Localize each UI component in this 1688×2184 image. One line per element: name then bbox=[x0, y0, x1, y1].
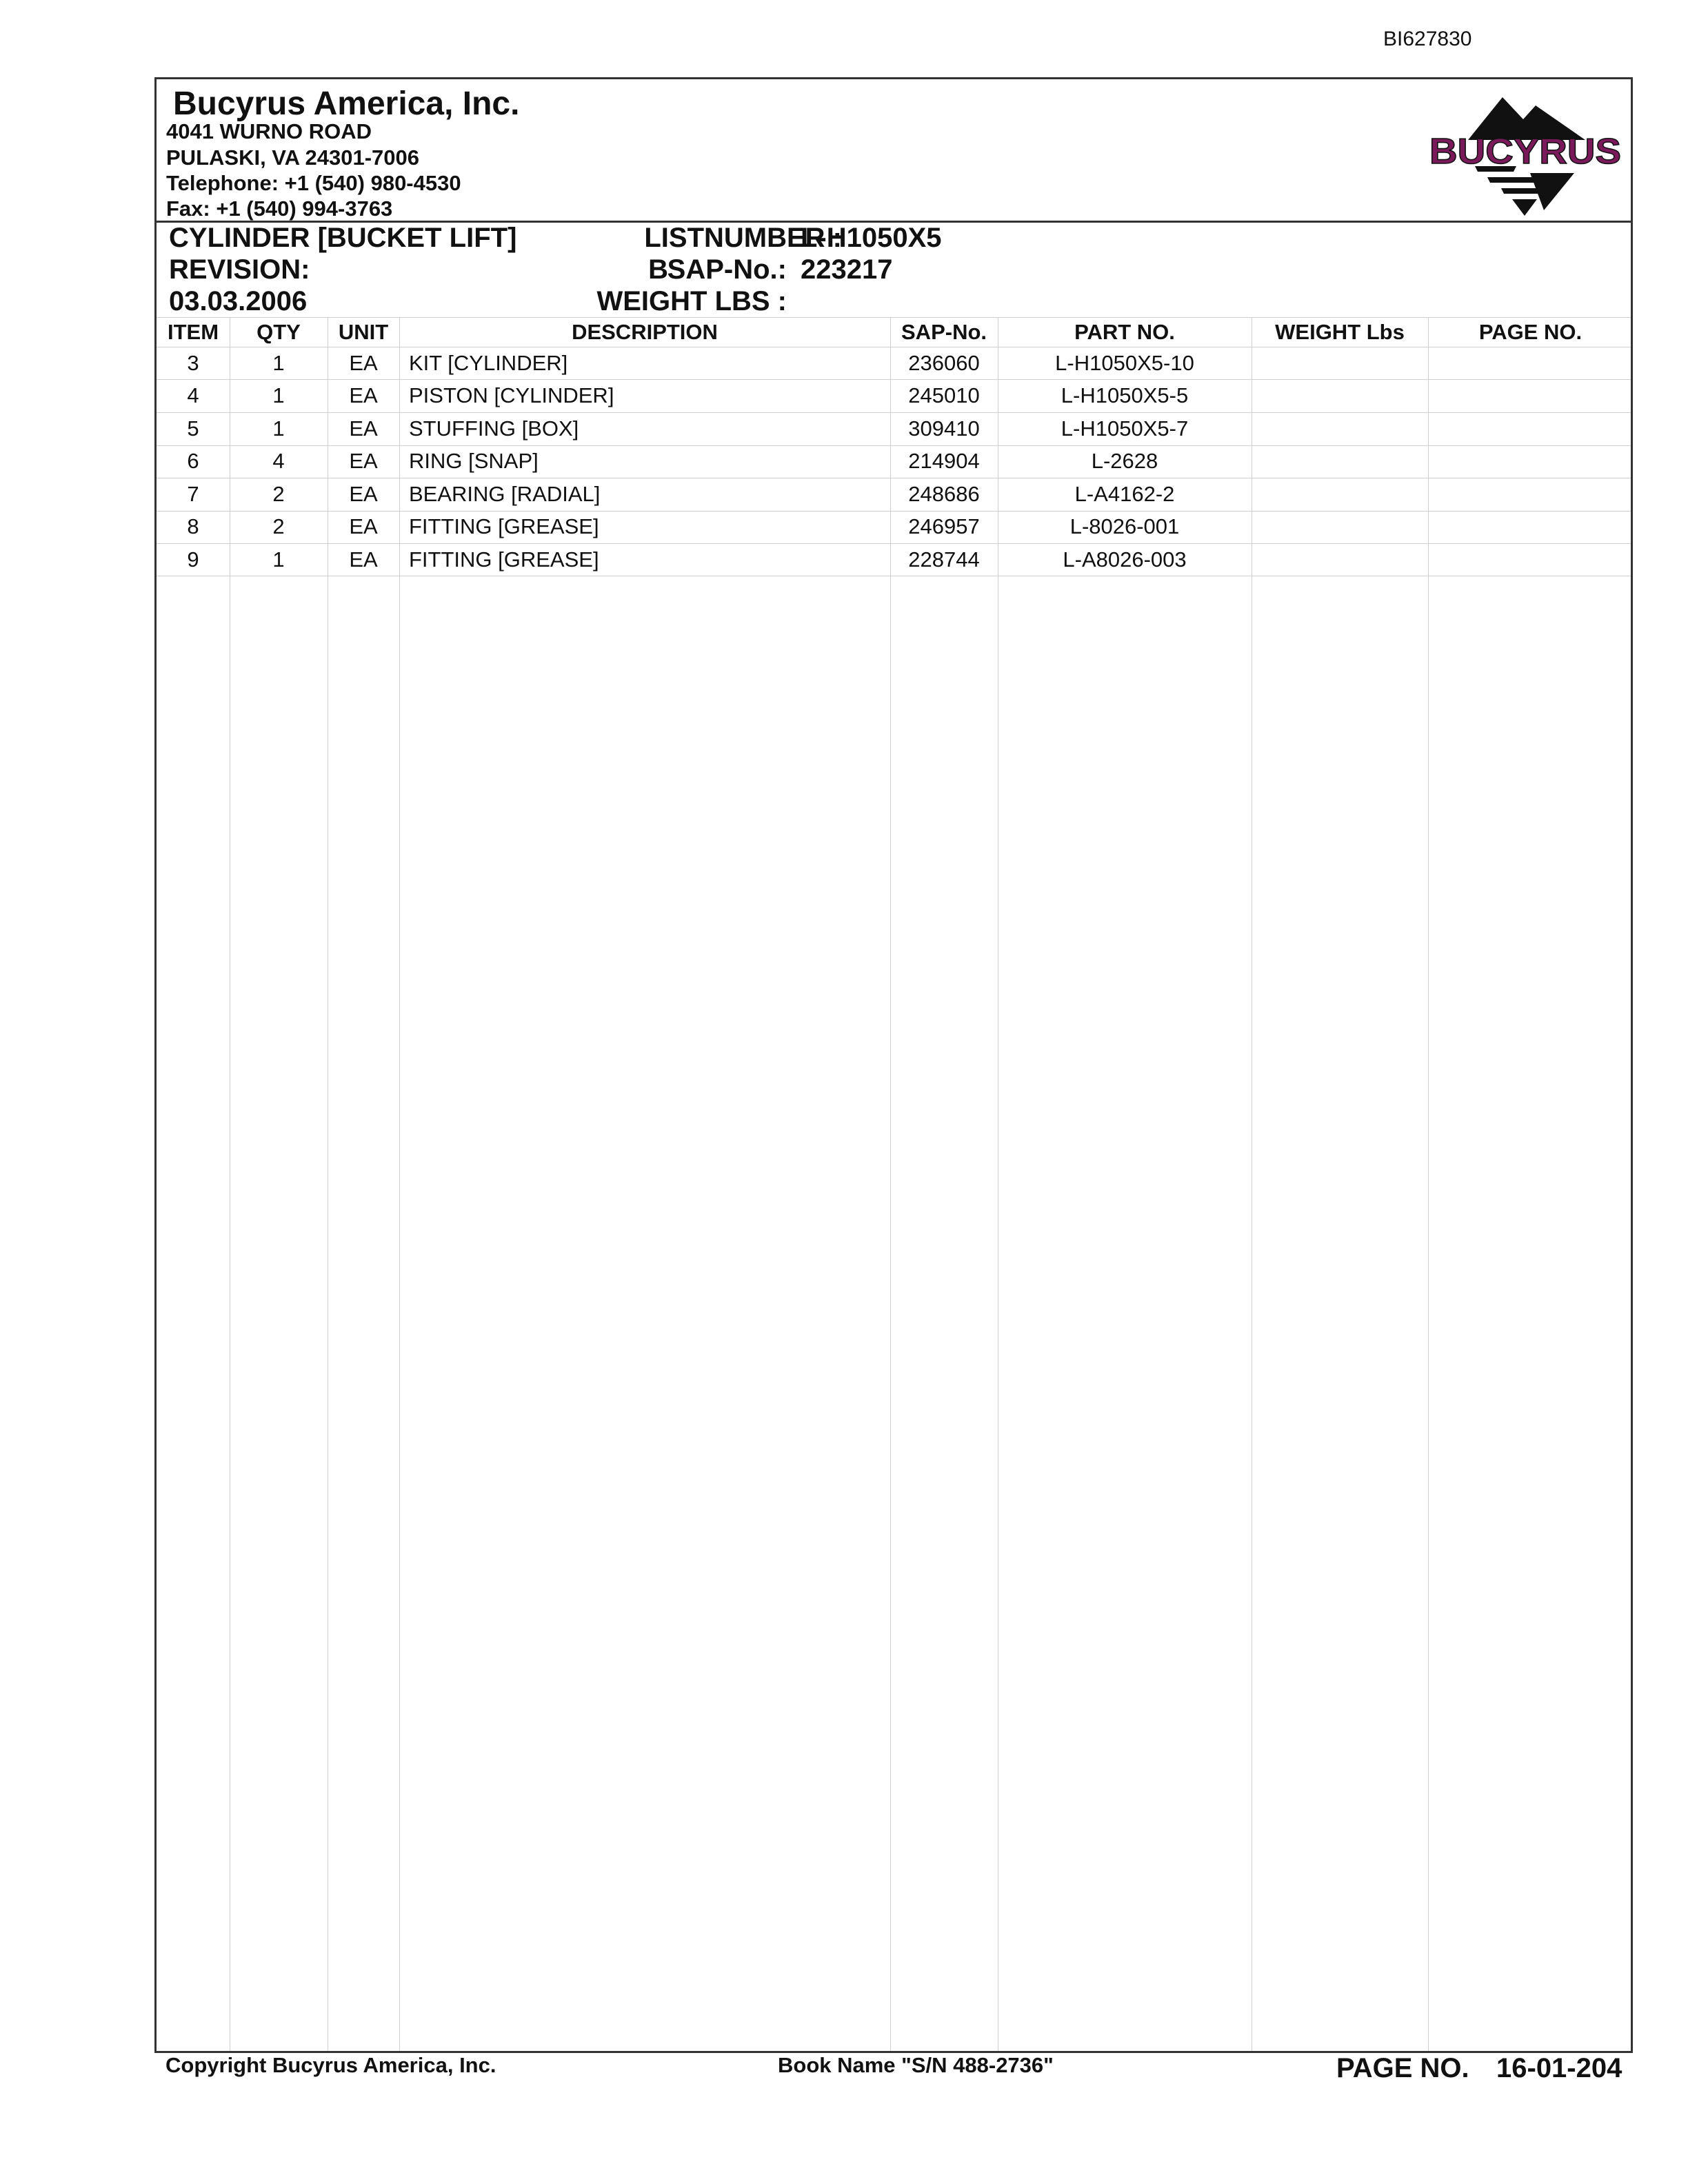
copyright-notice: Copyright Bucyrus America, Inc. bbox=[165, 2053, 496, 2077]
listnumber-label: LISTNUMBER : bbox=[644, 223, 842, 253]
row-rule bbox=[157, 543, 1631, 544]
listnumber-value: L-H1050X5 bbox=[801, 223, 942, 253]
column-header-item: ITEM bbox=[167, 320, 219, 344]
cell-part-no: L-8026-001 bbox=[1069, 514, 1180, 538]
company-telephone: Telephone: +1 (540) 980-4530 bbox=[166, 171, 461, 195]
cell-qty: 4 bbox=[272, 449, 285, 473]
cell-part-no: L-A4162-2 bbox=[1074, 482, 1175, 506]
cell-sap-no: 228744 bbox=[908, 547, 980, 572]
cell-part-no: L-2628 bbox=[1091, 449, 1158, 473]
cell-description: FITTING [GREASE] bbox=[409, 547, 599, 572]
column-divider bbox=[1428, 317, 1429, 2051]
column-header-weight: WEIGHT Lbs bbox=[1275, 320, 1405, 344]
cell-part-no: L-A8026-003 bbox=[1063, 547, 1187, 572]
revision-value: B bbox=[648, 254, 668, 285]
cell-sap-no: 245010 bbox=[908, 383, 980, 407]
column-divider bbox=[890, 317, 891, 2051]
company-address-line2: PULASKI, VA 24301-7006 bbox=[166, 145, 420, 170]
cell-item: 9 bbox=[187, 547, 199, 572]
cell-qty: 2 bbox=[272, 514, 285, 538]
cell-qty: 1 bbox=[272, 383, 285, 407]
parts-list-sheet bbox=[154, 77, 1633, 2053]
cell-sap-no: 246957 bbox=[908, 514, 980, 538]
cell-item: 6 bbox=[187, 449, 199, 473]
column-header-unit: UNIT bbox=[338, 320, 389, 344]
list-date: 03.03.2006 bbox=[169, 286, 308, 316]
column-header-part-no: PART NO. bbox=[1074, 320, 1175, 344]
page-number-label: PAGE NO. bbox=[1336, 2053, 1469, 2083]
sap-label: SAP-No.: bbox=[667, 254, 787, 285]
cell-qty: 1 bbox=[272, 351, 285, 375]
column-header-description: DESCRIPTION bbox=[572, 320, 718, 344]
bucyrus-logo bbox=[1427, 92, 1627, 219]
cell-item: 7 bbox=[187, 482, 199, 506]
cell-description: RING [SNAP] bbox=[409, 449, 539, 473]
cell-qty: 1 bbox=[272, 416, 285, 441]
cell-item: 3 bbox=[187, 351, 199, 375]
book-name: Book Name "S/N 488-2736" bbox=[778, 2053, 1054, 2077]
sap-value: 223217 bbox=[801, 254, 893, 285]
cell-sap-no: 214904 bbox=[908, 449, 980, 473]
column-header-qty: QTY bbox=[257, 320, 301, 344]
cell-unit: EA bbox=[349, 482, 378, 506]
cell-qty: 2 bbox=[272, 482, 285, 506]
weight-label: WEIGHT LBS : bbox=[596, 286, 787, 316]
cell-item: 8 bbox=[187, 514, 199, 538]
company-name: Bucyrus America, Inc. bbox=[173, 85, 520, 122]
cell-unit: EA bbox=[349, 416, 378, 441]
cell-sap-no: 236060 bbox=[908, 351, 980, 375]
cell-item: 4 bbox=[187, 383, 199, 407]
cell-sap-no: 248686 bbox=[908, 482, 980, 506]
list-title: CYLINDER [BUCKET LIFT] bbox=[169, 223, 517, 253]
cell-description: PISTON [CYLINDER] bbox=[409, 383, 614, 407]
logo-text: BUCYRUS bbox=[1429, 132, 1621, 172]
row-rule bbox=[157, 412, 1631, 413]
cell-unit: EA bbox=[349, 449, 378, 473]
revision-label: REVISION: bbox=[169, 254, 310, 285]
cell-description: STUFFING [BOX] bbox=[409, 416, 579, 441]
cell-description: BEARING [RADIAL] bbox=[409, 482, 601, 506]
column-divider bbox=[399, 317, 400, 2051]
row-rule bbox=[157, 379, 1631, 380]
cell-description: KIT [CYLINDER] bbox=[409, 351, 568, 375]
cell-item: 5 bbox=[187, 416, 199, 441]
cell-part-no: L-H1050X5-10 bbox=[1055, 351, 1194, 375]
company-fax: Fax: +1 (540) 994-3763 bbox=[166, 196, 393, 221]
cell-unit: EA bbox=[349, 514, 378, 538]
document-id: BI627830 bbox=[1383, 28, 1472, 50]
cell-unit: EA bbox=[349, 351, 378, 375]
cell-unit: EA bbox=[349, 547, 378, 572]
cell-description: FITTING [GREASE] bbox=[409, 514, 599, 538]
column-header-page-no: PAGE NO. bbox=[1478, 320, 1582, 344]
cell-part-no: L-H1050X5-7 bbox=[1061, 416, 1189, 441]
cell-sap-no: 309410 bbox=[908, 416, 980, 441]
page-number-value: 16-01-204 bbox=[1496, 2053, 1622, 2083]
cell-unit: EA bbox=[349, 383, 378, 407]
cell-part-no: L-H1050X5-5 bbox=[1061, 383, 1189, 407]
company-address-line1: 4041 WURNO ROAD bbox=[166, 119, 372, 143]
column-header-sap-no: SAP-No. bbox=[901, 320, 987, 344]
cell-qty: 1 bbox=[272, 547, 285, 572]
